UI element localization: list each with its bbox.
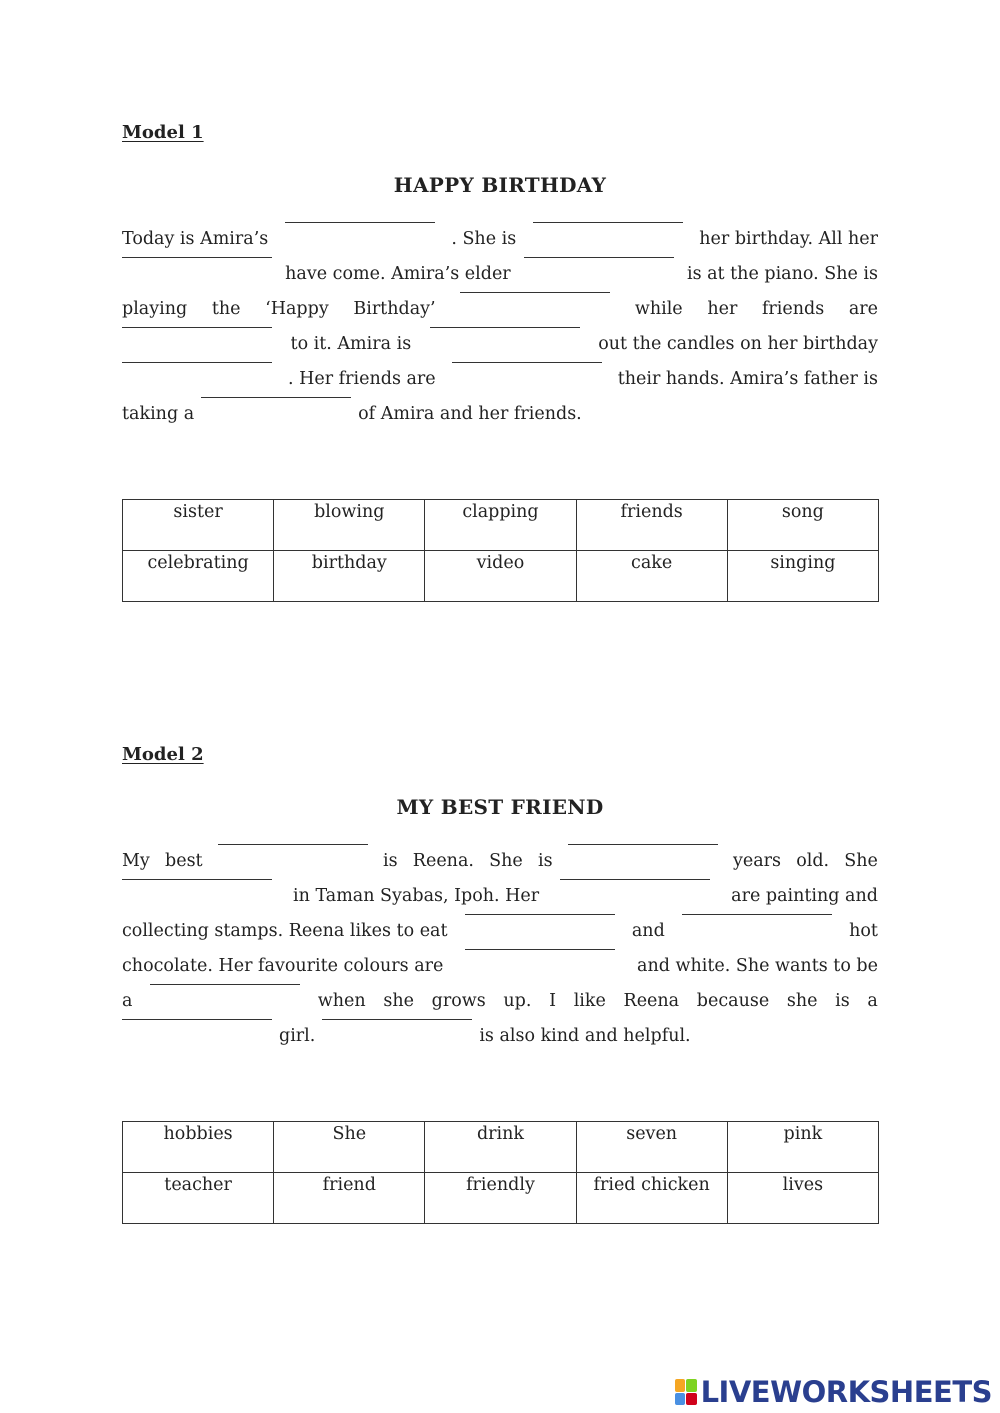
liveworksheets-logo-icon [675,1379,697,1405]
word-bank-cell: clapping [425,500,576,551]
passage-text: of Amira and her friends. [358,404,582,424]
passage-text: grows [431,991,486,1011]
passage-text: are [848,299,878,319]
model1-passage [122,222,878,432]
logo-tile [675,1393,686,1406]
passage-text: Reena. [412,851,474,871]
logo-tile [686,1393,697,1406]
word-bank-cell: singing [727,551,878,602]
passage-text: old. [796,851,830,871]
word-bank-row [123,551,879,602]
passage-text: to it. Amira is [290,334,412,354]
word-bank-cell: cake [576,551,727,602]
passage-text: and white. She wants to be [637,956,878,976]
model1-label: Model 1 [122,122,204,143]
word-bank-cell: teacher [123,1173,274,1224]
answer-blank[interactable] [122,326,272,328]
passage-text: she [383,991,414,1011]
passage-text: is [835,991,850,1011]
answer-blank[interactable] [430,326,580,328]
word-bank-cell: sister [123,500,274,551]
answer-blank[interactable] [682,913,832,915]
passage-text: when [317,991,366,1011]
word-bank-row [123,500,879,551]
word-bank-cell: hobbies [123,1122,274,1173]
passage-line [122,1019,878,1054]
passage-line [122,914,878,949]
answer-blank[interactable] [218,843,368,845]
passage-text: and [631,921,665,941]
answer-blank[interactable] [150,983,300,985]
word-bank-cell: celebrating [123,551,274,602]
answer-blank[interactable] [122,256,272,258]
logo-tile [686,1379,697,1392]
passage-text: Today is Amira’s [122,229,269,249]
model2-label: Model 2 [122,744,204,765]
answer-blank[interactable] [465,948,615,950]
passage-text: playing [122,299,188,319]
answer-blank[interactable] [465,913,615,915]
passage-line [122,844,878,879]
passage-text: like [573,991,606,1011]
word-bank-cell: fried chicken [576,1173,727,1224]
passage-text: is [537,851,553,871]
passage-text: I [549,991,557,1011]
passage-text: taking a [122,404,195,424]
passage-text: My [122,851,150,871]
model1-title: HAPPY BIRTHDAY [393,173,607,197]
passage-text: have come. Amira’s elder [285,264,511,284]
word-bank-cell: seven [576,1122,727,1173]
answer-blank[interactable] [122,878,272,880]
answer-blank[interactable] [568,843,718,845]
logo-tile [675,1379,686,1392]
answer-blank[interactable] [201,396,351,398]
passage-text: friends [761,299,825,319]
passage-text: years [732,851,781,871]
passage-line [122,327,878,362]
answer-blank[interactable] [533,221,683,223]
passage-text: girl. [279,1026,316,1046]
passage-line [122,222,878,257]
word-bank-cell: blowing [274,500,425,551]
passage-line [122,292,878,327]
model2-word-bank [122,1121,879,1224]
passage-text: she [786,991,818,1011]
word-bank-cell: friend [274,1173,425,1224]
word-bank-cell: birthday [274,551,425,602]
word-bank-cell: pink [727,1122,878,1173]
word-bank-cell: drink [425,1122,576,1173]
passage-text: She [844,851,878,871]
passage-text: is at the piano. She is [686,264,878,284]
brand-text: LIVEWORKSHEETS [700,1375,992,1409]
word-bank-cell: video [425,551,576,602]
passage-text: because [696,991,770,1011]
answer-blank[interactable] [322,1018,472,1020]
answer-blank[interactable] [460,291,610,293]
passage-line [122,879,878,914]
passage-text: hot [849,921,878,941]
passage-text: a [867,991,878,1011]
passage-line [122,362,878,397]
passage-text: best [165,851,203,871]
passage-text: their hands. Amira’s father is [617,369,878,389]
passage-text: a [122,991,133,1011]
answer-blank[interactable] [285,221,435,223]
passage-text: the [211,299,241,319]
passage-text: her birthday. All her [699,229,878,249]
model1-word-bank [122,499,879,602]
passage-text: ‘Happy [265,299,329,319]
word-bank-cell: friends [576,500,727,551]
liveworksheets-brand [675,1375,992,1409]
passage-text: collecting stamps. Reena likes to eat [122,921,448,941]
word-bank-cell: song [727,500,878,551]
passage-text: She [489,851,523,871]
answer-blank[interactable] [524,256,674,258]
passage-text: . Her friends are [288,369,436,389]
passage-text: is [383,851,398,871]
answer-blank[interactable] [122,1018,272,1020]
passage-text: are painting and [731,886,878,906]
passage-text: up. [503,991,532,1011]
answer-blank[interactable] [122,361,272,363]
word-bank-row [123,1173,879,1224]
passage-text: chocolate. Her favourite colours are [122,956,444,976]
passage-line [122,949,878,984]
passage-text: while [634,299,683,319]
passage-text: Reena [623,991,680,1011]
passage-text: out the candles on her birthday [598,334,878,354]
model2-title: MY BEST FRIEND [396,795,604,819]
passage-text: Birthday’ [353,299,436,319]
passage-text: in Taman Syabas, Ipoh. Her [293,886,540,906]
passage-text: is also kind and helpful. [479,1026,691,1046]
word-bank-cell: friendly [425,1173,576,1224]
answer-blank[interactable] [452,361,602,363]
passage-line [122,984,878,1019]
answer-blank[interactable] [560,878,710,880]
word-bank-cell: lives [727,1173,878,1224]
passage-line [122,257,878,292]
passage-line [122,397,878,432]
word-bank-cell: She [274,1122,425,1173]
model2-passage [122,844,878,1054]
passage-text: . She is [451,229,517,249]
passage-text: her [707,299,738,319]
word-bank-row [123,1122,879,1173]
